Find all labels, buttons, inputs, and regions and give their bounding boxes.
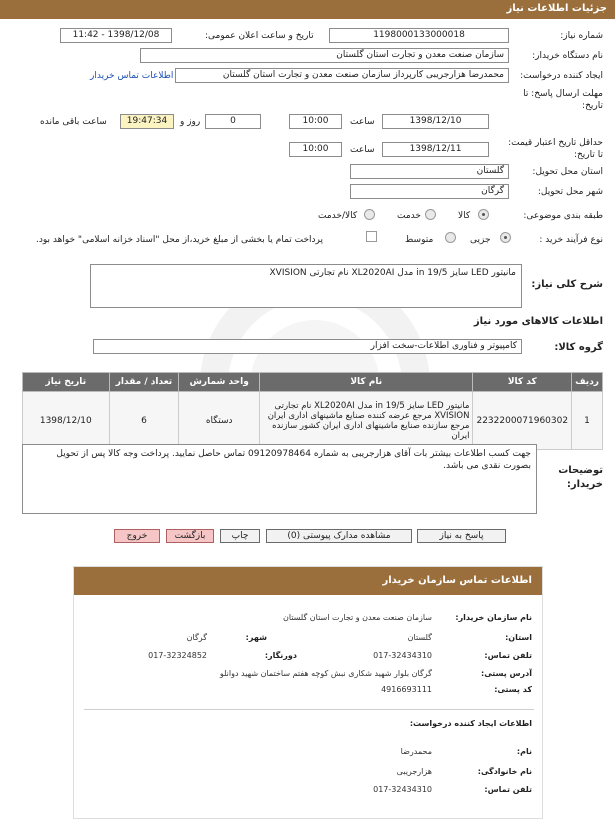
purchase-radio-minor[interactable] xyxy=(500,232,511,243)
contact-phone-value: 017-32434310 xyxy=(373,651,432,660)
contact-province-value: گلستان xyxy=(407,633,432,642)
days-field: 0 xyxy=(205,114,261,129)
category-option-goods: کالا xyxy=(458,211,471,221)
creator-phone-value: 017-32434310 xyxy=(373,785,432,794)
buyer-label: نام دستگاه خریدار: xyxy=(532,51,603,61)
contact-fax-label: دورنگار: xyxy=(264,651,297,660)
goods-table xyxy=(22,372,603,450)
contact-fax-value: 017-32324852 xyxy=(148,651,207,660)
creator-name-value: محمدرضا xyxy=(400,747,432,756)
buyer-contact-link[interactable]: اطلاعات تماس خریدار xyxy=(90,71,174,81)
creator-field: محمدرضا هزارجریبی کارپرداز سازمان صنعت معدن و تجارت استان گلستان xyxy=(175,68,509,83)
cell-date: 1398/12/10 xyxy=(23,392,110,450)
exit-button[interactable]: خروج xyxy=(114,529,160,543)
creator-family-label: نام خانوادگی: xyxy=(477,767,532,776)
validity-time-label: ساعت xyxy=(350,145,375,155)
contact-city-label: شهر: xyxy=(245,633,267,642)
postal-value: 4916693111 xyxy=(381,685,432,694)
cell-qty: 6 xyxy=(109,392,179,450)
deadline-time-label: ساعت xyxy=(350,117,375,127)
announce-label: تاریخ و ساعت اعلان عمومی: xyxy=(205,31,314,41)
creator-phone-label: تلفن تماس: xyxy=(484,785,532,794)
table-row xyxy=(23,392,603,450)
purchase-label: نوع فرآیند خرید : xyxy=(539,235,603,245)
announce-field: 1398/12/08 - 11:42 xyxy=(60,28,172,43)
remaining-label: ساعت باقی مانده xyxy=(40,117,107,127)
goods-table-header xyxy=(23,373,603,392)
contact-city-value: گرگان xyxy=(186,633,207,642)
buyer-notes-label: توضیحات خریدار: xyxy=(558,465,603,490)
creator-section-title: اطلاعات ایجاد کننده درخواست: xyxy=(409,719,532,728)
buyer-field: سازمان صنعت معدن و تجارت استان گلستان xyxy=(140,48,509,63)
creator-family-value: هزارجریبی xyxy=(396,767,432,776)
treasury-text: پرداخت تمام یا بخشی از مبلغ خرید،از محل "اسناد خزانه اسلامی" خواهد بود. xyxy=(36,235,324,245)
col-code: کد کالا xyxy=(473,373,572,392)
category-option-service: خدمت xyxy=(397,211,421,221)
need-number-field: 1198000133000018 xyxy=(329,28,509,43)
deadline-date-field: 1398/12/10 xyxy=(382,114,489,129)
remaining-timer: 19:47:34 xyxy=(120,114,174,129)
cell-name: مانیتور LED سایز 19/5 in مدل XL2020AI نام تجارتی XVISION مرجع عرضه کننده صنایع ماشینهای اداری ایران مرجع سازنده صنایع ماشینهای اداری ایران کشور سازنده ایران xyxy=(260,392,473,450)
creator-name-label: نام: xyxy=(516,747,532,756)
goods-group-label: گروه کالا: xyxy=(554,342,603,353)
contact-card xyxy=(73,566,543,819)
validity-label: حداقل تاریخ اعتبار قیمت: تا تاریخ: xyxy=(508,138,603,160)
back-button[interactable]: بازگشت xyxy=(166,529,214,543)
contact-card-title: اطلاعات تماس سازمان خریدار xyxy=(74,567,542,595)
reply-button[interactable]: پاسخ به نیاز xyxy=(417,529,506,543)
category-label: طبقه بندی موضوعی: xyxy=(523,211,603,221)
cell-row: 1 xyxy=(572,392,603,450)
goods-section-title: اطلاعات کالاهای مورد نیاز xyxy=(473,316,603,327)
province-field: گلستان xyxy=(350,164,509,179)
deadline-label: مهلت ارسال پاسخ: تا تاریخ: xyxy=(523,89,603,111)
city-field: گرگان xyxy=(350,184,509,199)
address-value: گرگان بلوار شهید شکاری نبش کوچه هفتم ساختمان شهید دوانلو xyxy=(219,669,432,678)
validity-date-field: 1398/12/11 xyxy=(382,142,489,157)
category-radio-service[interactable] xyxy=(425,209,436,220)
contact-phone-label: تلفن تماس: xyxy=(484,651,532,660)
days-label: روز و xyxy=(180,117,201,127)
col-date: تاریخ نیاز xyxy=(23,373,110,392)
purchase-option-minor: جزیی xyxy=(470,235,491,245)
deadline-time-field: 10:00 xyxy=(289,114,342,129)
postal-label: کد پستی: xyxy=(494,685,532,694)
purchase-option-medium: متوسط xyxy=(405,235,434,245)
summary-box xyxy=(90,264,522,308)
purchase-radio-medium[interactable] xyxy=(445,232,456,243)
page-title: جزئیات اطلاعات نیاز xyxy=(0,0,615,19)
buyer-notes-box xyxy=(22,444,537,514)
category-option-both: کالا/خدمت xyxy=(318,211,358,221)
validity-time-field: 10:00 xyxy=(289,142,342,157)
creator-label: ایجاد کننده درخواست: xyxy=(520,71,603,81)
contact-province-label: استان: xyxy=(505,633,532,642)
category-radio-both[interactable] xyxy=(364,209,375,220)
col-qty: تعداد / مقدار xyxy=(109,373,179,392)
org-label: نام سازمان خریدار: xyxy=(455,613,532,622)
col-unit: واحد شمارش xyxy=(179,373,260,392)
cell-code: 2232200071960302 xyxy=(473,392,572,450)
need-number-label: شماره نیاز: xyxy=(560,31,603,41)
address-label: آدرس پستی: xyxy=(481,669,532,678)
buyer-notes-text: جهت کسب اطلاعات بیشتر بات آقای هزارجریبی به شماره 09120978464 تماس حاصل نمایید. پرداخت وجه کالا پس از تحویل بصورت نقدی می باشد. xyxy=(56,449,531,471)
summary-label: شرح کلی نیاز: xyxy=(531,279,603,290)
goods-group-field: کامپیوتر و فناوری اطلاعات-سخت افزار xyxy=(93,339,522,354)
print-button[interactable]: چاپ xyxy=(220,529,260,543)
city-label: شهر محل تحویل: xyxy=(537,187,603,197)
category-radio-goods[interactable] xyxy=(478,209,489,220)
treasury-checkbox[interactable] xyxy=(366,231,377,242)
province-label: استان محل تحویل: xyxy=(532,167,603,177)
summary-text: مانیتور LED سایز 19/5 in مدل XL2020AI نام تجارتی XVISION xyxy=(269,268,516,278)
col-row: ردیف xyxy=(572,373,603,392)
org-value: سازمان صنعت معدن و تجارت استان گلستان xyxy=(282,613,432,622)
card-divider xyxy=(84,709,534,710)
attachments-button[interactable]: مشاهده مدارک پیوستی (0) xyxy=(266,529,412,543)
cell-unit: دستگاه xyxy=(179,392,260,450)
col-name: نام کالا xyxy=(260,373,473,392)
